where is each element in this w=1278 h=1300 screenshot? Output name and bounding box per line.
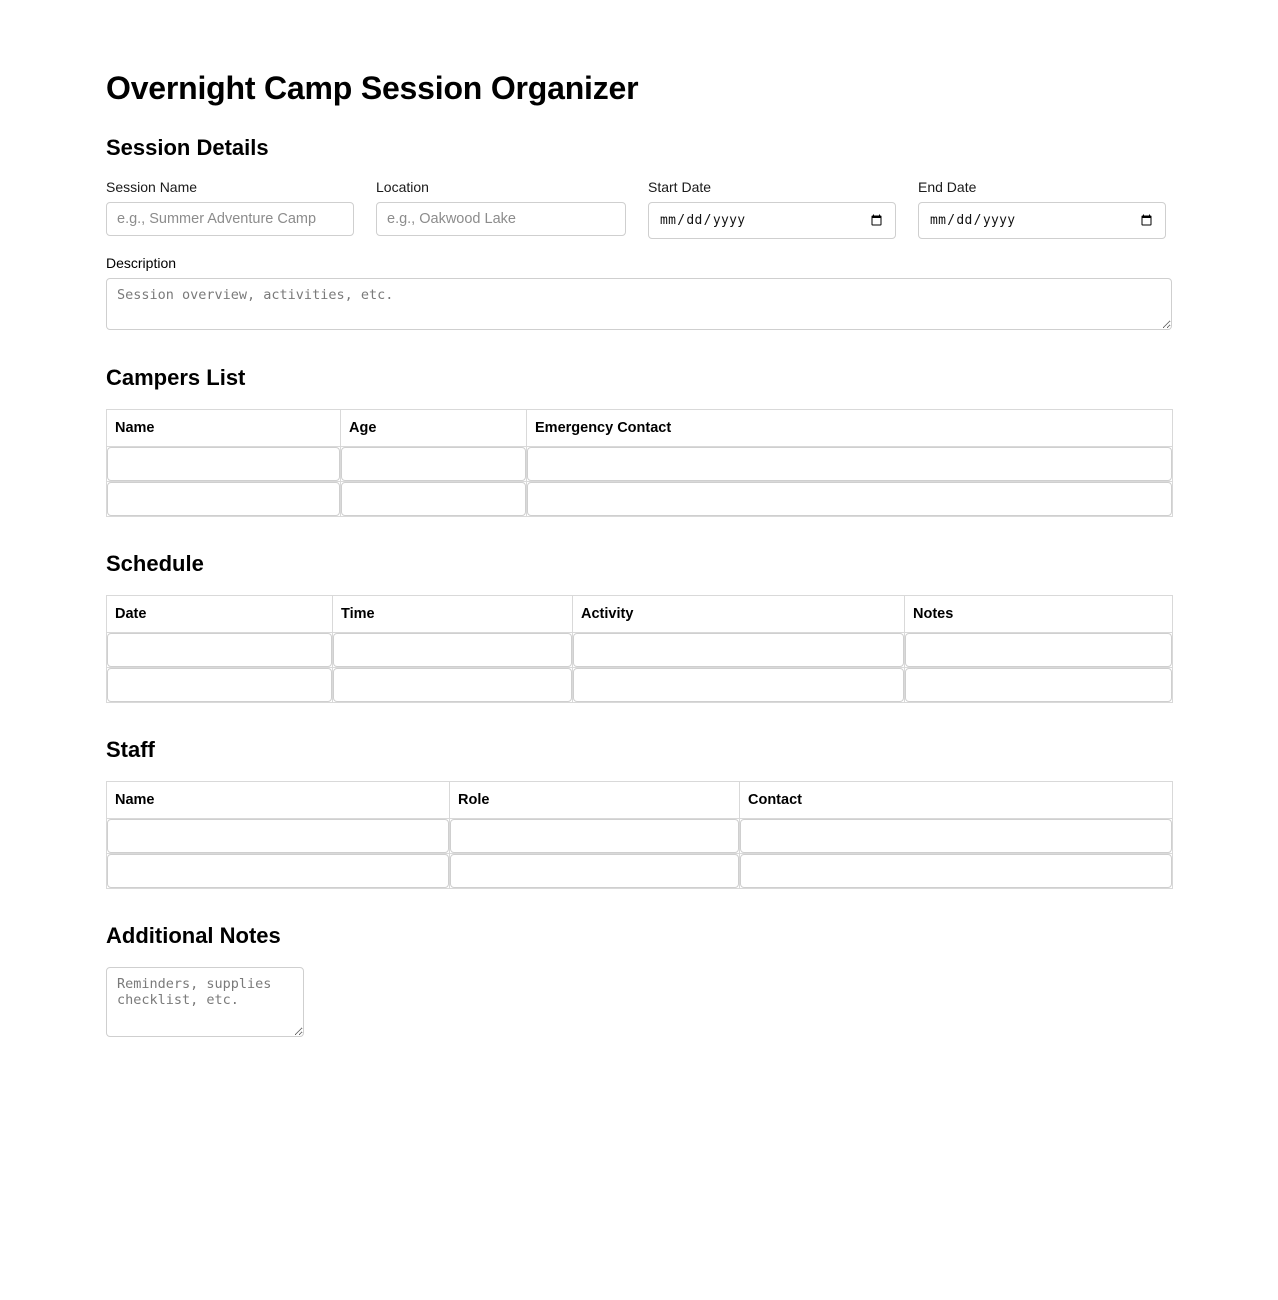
schedule-time-input[interactable]: [333, 633, 572, 667]
table-cell[interactable]: [333, 668, 573, 703]
column-header: Notes: [905, 596, 1173, 633]
column-header: Contact: [740, 782, 1173, 819]
schedule-table: [106, 595, 1173, 703]
staff-name-input[interactable]: [107, 854, 449, 888]
field-description: [106, 255, 1172, 335]
column-header: Name: [107, 410, 341, 447]
table-header-row: [107, 410, 1173, 447]
table-cell[interactable]: [740, 854, 1173, 889]
section-title-staff: Staff: [106, 737, 155, 762]
table-cell[interactable]: [107, 854, 450, 889]
label-end-date: End Date: [918, 179, 977, 195]
campers-table: [106, 409, 1173, 517]
section-title-campers-list: Campers List: [106, 365, 246, 390]
table-cell[interactable]: [573, 668, 905, 703]
label-start-date: Start Date: [648, 179, 712, 195]
section-title-additional-notes: Additional Notes: [106, 923, 281, 948]
schedule-notes-input[interactable]: [905, 668, 1172, 702]
column-header: Time: [333, 596, 573, 633]
camper-name-input[interactable]: [107, 447, 340, 481]
schedule-time-input[interactable]: [333, 668, 572, 702]
staff-role-input[interactable]: [450, 819, 739, 853]
schedule-notes-input[interactable]: [905, 633, 1172, 667]
section-title-session-details: Session Details: [106, 135, 269, 160]
table-cell[interactable]: [573, 633, 905, 668]
table-row: [107, 633, 1173, 668]
table-cell[interactable]: [333, 633, 573, 668]
start-date-input[interactable]: [648, 202, 896, 239]
table-row: [107, 668, 1173, 703]
schedule-date-input[interactable]: [107, 633, 332, 667]
staff-role-input[interactable]: [450, 854, 739, 888]
table-cell[interactable]: [107, 482, 341, 517]
location-input[interactable]: [376, 202, 626, 236]
table-row: [107, 854, 1173, 889]
end-date-input[interactable]: [918, 202, 1166, 239]
column-header: Date: [107, 596, 333, 633]
staff-contact-input[interactable]: [740, 854, 1172, 888]
label-description: Description: [106, 255, 177, 271]
table-row: [107, 447, 1173, 482]
field-session-name: [106, 179, 354, 236]
session-details-field-row: [106, 179, 1172, 239]
table-cell[interactable]: [341, 482, 527, 517]
table-header-row: [107, 782, 1173, 819]
section-staff: [106, 737, 1172, 889]
table-cell[interactable]: [450, 819, 740, 854]
column-header: Role: [450, 782, 740, 819]
field-start-date: [648, 179, 896, 239]
page-title: Overnight Camp Session Organizer: [106, 70, 639, 106]
staff-name-input[interactable]: [107, 819, 449, 853]
column-header: Age: [341, 410, 527, 447]
table-cell[interactable]: [905, 668, 1173, 703]
table-cell[interactable]: [107, 668, 333, 703]
table-cell[interactable]: [107, 819, 450, 854]
table-cell[interactable]: [905, 633, 1173, 668]
table-cell[interactable]: [107, 633, 333, 668]
additional-notes-textarea[interactable]: [106, 967, 304, 1037]
section-additional-notes: [106, 923, 1172, 1042]
column-header: Activity: [573, 596, 905, 633]
table-row: [107, 482, 1173, 517]
table-cell[interactable]: [740, 819, 1173, 854]
staff-table: [106, 781, 1173, 889]
camper-emergency-contact-input[interactable]: [527, 482, 1172, 516]
section-title-schedule: Schedule: [106, 551, 204, 576]
camper-name-input[interactable]: [107, 482, 340, 516]
table-row: [107, 819, 1173, 854]
camper-age-input[interactable]: [341, 447, 526, 481]
table-cell[interactable]: [107, 447, 341, 482]
label-location: Location: [376, 179, 429, 195]
field-location: [376, 179, 626, 236]
table-cell[interactable]: [341, 447, 527, 482]
camper-emergency-contact-input[interactable]: [527, 447, 1172, 481]
session-name-input[interactable]: [106, 202, 354, 236]
table-cell[interactable]: [527, 447, 1173, 482]
field-end-date: [918, 179, 1166, 239]
description-textarea[interactable]: [106, 278, 1172, 330]
schedule-activity-input[interactable]: [573, 633, 904, 667]
table-cell[interactable]: [450, 854, 740, 889]
schedule-activity-input[interactable]: [573, 668, 904, 702]
column-header: Emergency Contact: [527, 410, 1173, 447]
table-cell[interactable]: [527, 482, 1173, 517]
column-header: Name: [107, 782, 450, 819]
section-session-details: [106, 135, 1172, 335]
table-header-row: [107, 596, 1173, 633]
section-campers-list: [106, 365, 1172, 517]
section-schedule: [106, 551, 1172, 703]
schedule-date-input[interactable]: [107, 668, 332, 702]
camper-age-input[interactable]: [341, 482, 526, 516]
label-session-name: Session Name: [106, 179, 198, 195]
staff-contact-input[interactable]: [740, 819, 1172, 853]
